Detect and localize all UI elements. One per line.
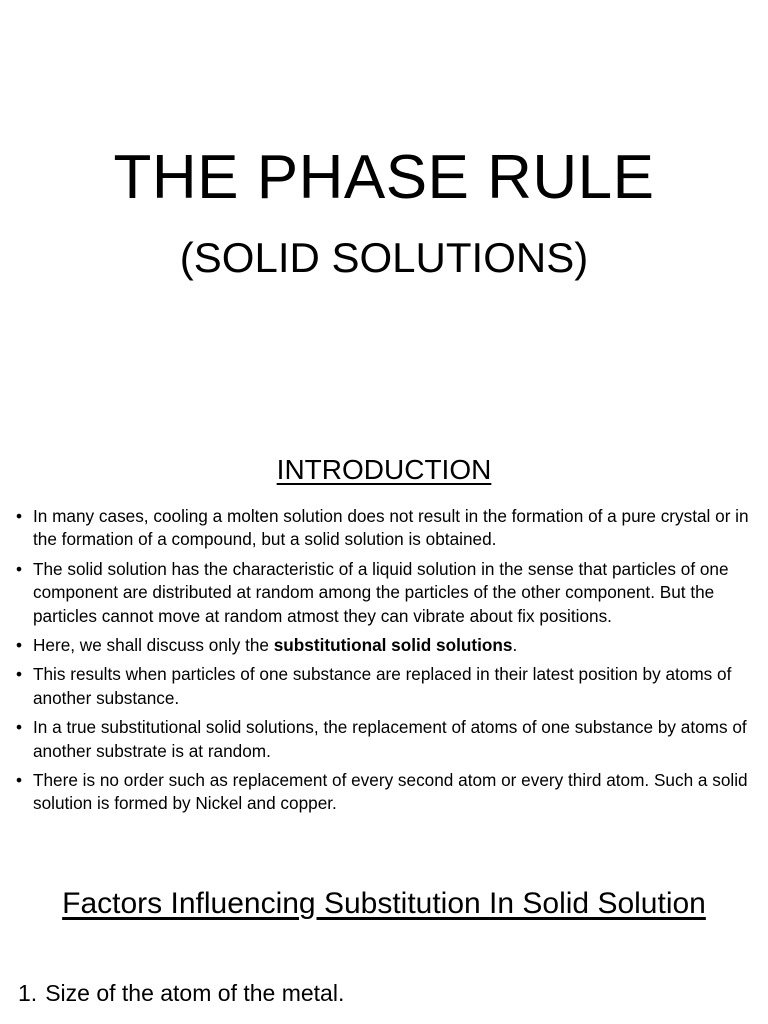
bullet-item	[14, 663, 754, 710]
bullet-text-prefix: Here, we shall discuss only the	[33, 635, 274, 656]
bullet-text: The solid solution has the characteristic of a liquid solution in the sense that particles of one component are distributed at random among the particles of the other component. But the particles cannot move at random atmost they can vibrate about fix positions.	[33, 558, 729, 626]
bullet-text-bold: substitutional solid solutions	[273, 635, 513, 656]
bullet-item	[14, 716, 754, 763]
bullet-item	[14, 769, 754, 816]
bullet-icon: •	[16, 717, 23, 738]
bullet-icon: •	[16, 558, 23, 579]
list-item-text: Size of the atom of the metal.	[45, 980, 345, 1006]
bullet-item	[14, 505, 754, 552]
page-subtitle: (SOLID SOLUTIONS)	[179, 234, 589, 281]
bullet-icon: •	[16, 506, 23, 526]
bullet-icon: •	[16, 770, 23, 791]
bullet-text: In a true substitutional solid solutions, the replacement of atoms of one substance by atoms of another substrate is at random.	[33, 717, 747, 761]
factors-heading: Factors Influencing Substitution In Solid Solution	[62, 887, 706, 920]
bullet-text: There is no order such as replacement of every second atom or every third atom. Such a solid solution is formed by Nickel and copper.	[33, 770, 748, 814]
bullet-text-suffix: .	[512, 635, 518, 656]
bullet-icon: •	[16, 664, 23, 685]
numbered-list-item	[18, 976, 344, 1010]
bullet-text	[33, 635, 517, 655]
bullet-item	[14, 558, 754, 628]
introduction-heading: INTRODUCTION	[276, 454, 492, 485]
bullet-text: In many cases, cooling a molten solution does not result in the formation of a pure crystal or in the formation of a compound, but a solid solution is obtained.	[33, 506, 749, 550]
bullet-icon: •	[16, 635, 23, 656]
page-title: THE PHASE RULE	[113, 143, 655, 212]
bullet-text: This results when particles of one substance are replaced in their latest position by atoms of another substance.	[33, 664, 732, 708]
introduction-bullet-list	[14, 505, 754, 822]
list-number: 1.	[18, 980, 38, 1006]
bullet-item	[14, 634, 754, 657]
